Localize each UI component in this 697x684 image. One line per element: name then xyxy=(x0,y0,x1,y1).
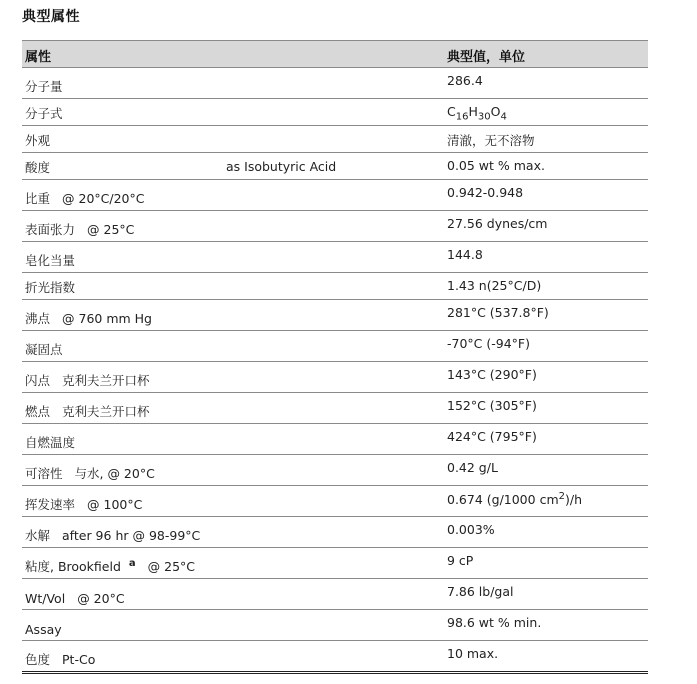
table-row xyxy=(22,273,648,300)
property-condition: 克利夫兰开口杯 xyxy=(62,404,150,419)
property-name: Assay xyxy=(25,622,62,637)
property-value: -70°C (-94°F) xyxy=(447,336,530,351)
property-name: 皂化当量 xyxy=(25,253,76,268)
property-name: 色度 Pt-Co xyxy=(25,652,96,667)
property-name: 闪点 克利夫兰开口杯 xyxy=(25,373,150,388)
property-condition: @ 25°C xyxy=(87,222,135,237)
property-name: 比重 @ 20°C/20°C xyxy=(25,191,145,206)
property-note: as Isobutyric Acid xyxy=(226,159,337,174)
property-value: 0.942-0.948 xyxy=(447,185,524,200)
table-row xyxy=(22,362,648,393)
property-value: 0.674 (g/1000 $cm^2)/h$ xyxy=(447,491,583,508)
property-value: 7.86 lb/gal xyxy=(447,584,514,599)
property-condition: @ 20°C/20°C xyxy=(62,191,145,206)
property-value: 281°C (537.8°F) xyxy=(447,305,549,320)
property-name: 挥发速率 @ 100°C xyxy=(25,497,143,512)
property-condition: 克利夫兰开口杯 xyxy=(62,373,150,388)
property-name: 凝固点 xyxy=(25,342,63,357)
table-row xyxy=(22,641,648,674)
table-row xyxy=(22,331,648,362)
property-name: 折光指数 xyxy=(25,280,76,295)
property-value: 9 cP xyxy=(447,553,474,568)
table-row xyxy=(22,153,648,180)
property-value: 144.8 xyxy=(447,247,483,262)
property-condition: Pt-Co xyxy=(62,652,96,667)
table-row xyxy=(22,393,648,424)
table-row xyxy=(22,579,648,610)
property-condition: 与水, @ 20°C xyxy=(74,466,155,481)
table-row xyxy=(22,486,648,517)
property-name: 分子量 xyxy=(25,79,63,94)
property-name: 沸点 @ 760 mm Hg xyxy=(25,311,152,326)
property-condition: after 96 hr @ 98-99°C xyxy=(62,528,201,543)
header-value: 典型值，单位 xyxy=(447,50,526,65)
table-row xyxy=(22,242,648,273)
property-name: 燃点 克利夫兰开口杯 xyxy=(25,404,150,419)
property-value: 424°C (795°F) xyxy=(447,429,537,444)
property-name: 粘度, Brookfield $^a$ @ 25°C xyxy=(25,558,196,574)
table-row xyxy=(22,300,648,331)
table-row xyxy=(22,548,648,579)
table-row xyxy=(22,517,648,548)
table-header xyxy=(22,40,648,68)
property-value: 10 max. xyxy=(447,646,499,661)
property-name: 分子式 xyxy=(25,106,63,121)
footnote-marker: a xyxy=(128,558,136,569)
property-value: 143°C (290°F) xyxy=(447,367,537,382)
property-condition: @ 760 mm Hg xyxy=(62,311,152,326)
property-value: 1.43 n(25°C/D) xyxy=(447,278,542,293)
property-value: 0.003% xyxy=(447,522,495,537)
table-row xyxy=(22,99,648,126)
property-value: 98.6 wt % min. xyxy=(447,615,542,630)
property-name: 自燃温度 xyxy=(25,435,76,450)
property-condition: @ 25°C xyxy=(147,559,196,574)
table-row xyxy=(22,180,648,211)
table-row xyxy=(22,68,648,99)
property-value: 286.4 xyxy=(447,73,483,88)
table-row xyxy=(22,424,648,455)
property-name: 酸度 xyxy=(25,160,51,175)
property-name: 表面张力 @ 25°C xyxy=(25,222,135,237)
section-title: 典型属性 xyxy=(22,9,80,25)
property-condition: @ 20°C xyxy=(77,591,125,606)
table-row xyxy=(22,126,648,153)
property-value: 0.42 g/L xyxy=(447,460,498,475)
property-value: 0.05 wt % max. xyxy=(447,158,545,173)
table-row xyxy=(22,211,648,242)
table-row xyxy=(22,610,648,641)
property-value: 清澈，无不溶物 xyxy=(447,133,535,148)
property-condition: @ 100°C xyxy=(87,497,143,512)
property-value: 152°C (305°F) xyxy=(447,398,537,413)
properties-table xyxy=(22,40,648,674)
header-property: 属性 xyxy=(25,50,52,65)
property-name: 外观 xyxy=(25,133,51,148)
table-row xyxy=(22,455,648,486)
property-name: Wt/Vol @ 20°C xyxy=(25,591,125,606)
property-value: $C_{16}H_{30}O_4$ xyxy=(447,104,507,123)
property-value: 27.56 dynes/cm xyxy=(447,216,548,231)
property-name: 可溶性 与水, @ 20°C xyxy=(25,466,155,481)
property-name: 水解 after 96 hr @ 98-99°C xyxy=(25,528,201,543)
